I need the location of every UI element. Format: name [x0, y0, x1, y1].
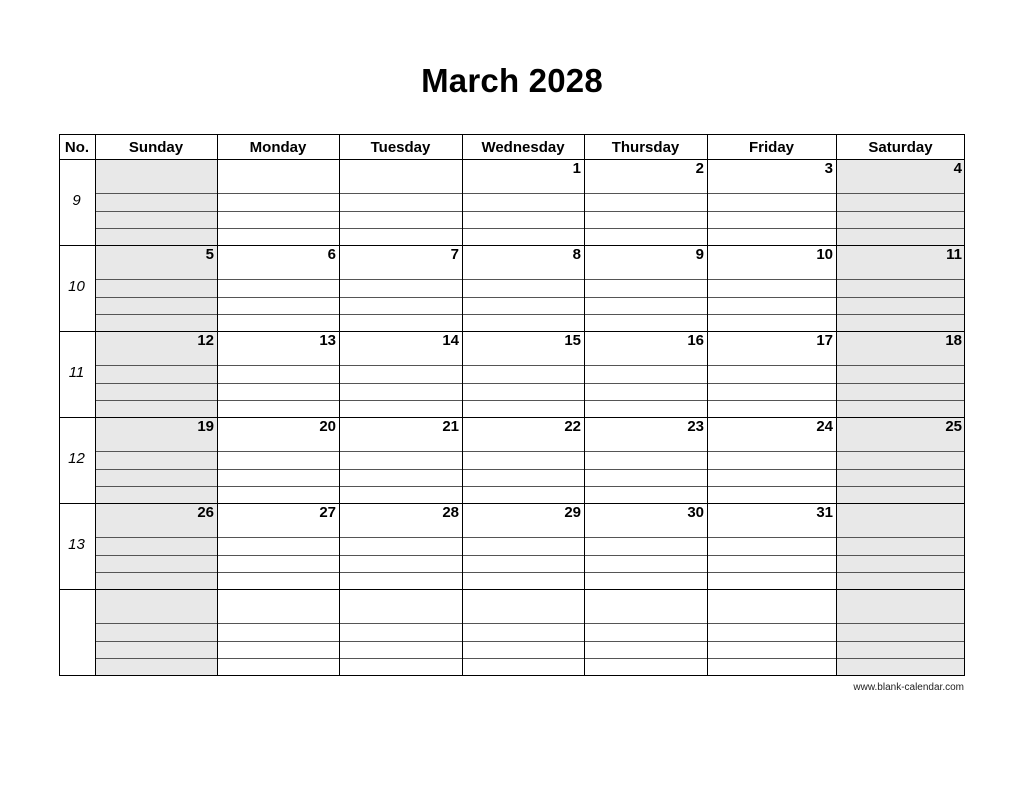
week-number: 13	[68, 536, 85, 553]
day-number: 6	[327, 246, 336, 263]
week-number: 11	[68, 364, 85, 381]
header-sunday: Sunday	[128, 139, 184, 156]
week-number: 10	[68, 278, 85, 295]
grid-line-column	[59, 134, 60, 676]
grid-line-sub	[95, 314, 965, 315]
day-number: 16	[687, 332, 704, 349]
header-monday: Monday	[249, 139, 307, 156]
grid-line-column	[462, 134, 463, 676]
day-number: 10	[816, 246, 833, 263]
day-number: 24	[816, 418, 833, 435]
header-tuesday: Tuesday	[370, 139, 431, 156]
day-number: 7	[450, 246, 459, 263]
day-number: 27	[319, 504, 336, 521]
grid-line-sub	[95, 211, 965, 212]
weekend-shade-saturday	[836, 589, 965, 675]
day-number: 22	[564, 418, 581, 435]
day-number: 20	[319, 418, 336, 435]
grid-line-column	[95, 134, 96, 676]
grid-line-sub	[95, 193, 965, 194]
day-number: 14	[442, 332, 459, 349]
day-number: 19	[197, 418, 214, 435]
day-number: 2	[695, 160, 704, 177]
day-number: 23	[687, 418, 704, 435]
day-number: 17	[816, 332, 833, 349]
grid-line-sub	[95, 658, 965, 659]
grid-line-sub	[95, 572, 965, 573]
grid-line-sub	[95, 365, 965, 366]
day-number: 12	[197, 332, 214, 349]
weekend-shade-sunday	[95, 589, 217, 675]
weekend-shade-sunday	[95, 159, 217, 245]
day-number: 8	[572, 246, 581, 263]
day-number: 30	[687, 504, 704, 521]
grid-line-sub	[95, 297, 965, 298]
grid-line-sub	[95, 469, 965, 470]
grid-line-top	[59, 134, 965, 135]
day-number: 11	[946, 246, 962, 263]
day-number: 4	[953, 160, 962, 177]
day-number: 21	[442, 418, 459, 435]
website-footer: www.blank-calendar.com	[853, 682, 964, 693]
header-thursday: Thursday	[611, 139, 680, 156]
day-number: 9	[695, 246, 704, 263]
grid-line-row	[59, 589, 965, 590]
grid-line-sub	[95, 279, 965, 280]
grid-line-column	[707, 134, 708, 676]
day-number: 1	[572, 160, 581, 177]
day-number: 15	[564, 332, 581, 349]
grid-line-sub	[95, 623, 965, 624]
grid-line-sub	[95, 228, 965, 229]
header-friday: Friday	[748, 139, 794, 156]
week-number: 9	[72, 192, 81, 209]
grid-line-column	[339, 134, 340, 676]
day-number: 5	[205, 246, 214, 263]
weekend-shade-saturday	[836, 503, 965, 589]
header-saturday: Saturday	[868, 139, 933, 156]
grid-line-sub	[95, 383, 965, 384]
header-week-number: No.	[64, 139, 90, 156]
grid-line-row	[59, 675, 965, 676]
grid-line-column	[584, 134, 585, 676]
grid-line-column	[964, 134, 965, 676]
day-number: 29	[564, 504, 581, 521]
day-number: 18	[945, 332, 962, 349]
day-number: 28	[442, 504, 459, 521]
day-number: 26	[197, 504, 214, 521]
calendar-grid	[59, 134, 965, 676]
day-number: 13	[319, 332, 336, 349]
header-wednesday: Wednesday	[481, 139, 565, 156]
day-number: 25	[945, 418, 962, 435]
day-number: 3	[824, 160, 833, 177]
grid-line-column	[836, 134, 837, 676]
grid-line-sub	[95, 555, 965, 556]
grid-line-sub	[95, 400, 965, 401]
calendar-title: March 2028	[421, 62, 603, 99]
week-number: 12	[68, 450, 85, 467]
grid-line-sub	[95, 537, 965, 538]
grid-line-sub	[95, 486, 965, 487]
grid-line-sub	[95, 641, 965, 642]
grid-line-sub	[95, 451, 965, 452]
grid-line-column	[217, 134, 218, 676]
day-number: 31	[816, 504, 833, 521]
